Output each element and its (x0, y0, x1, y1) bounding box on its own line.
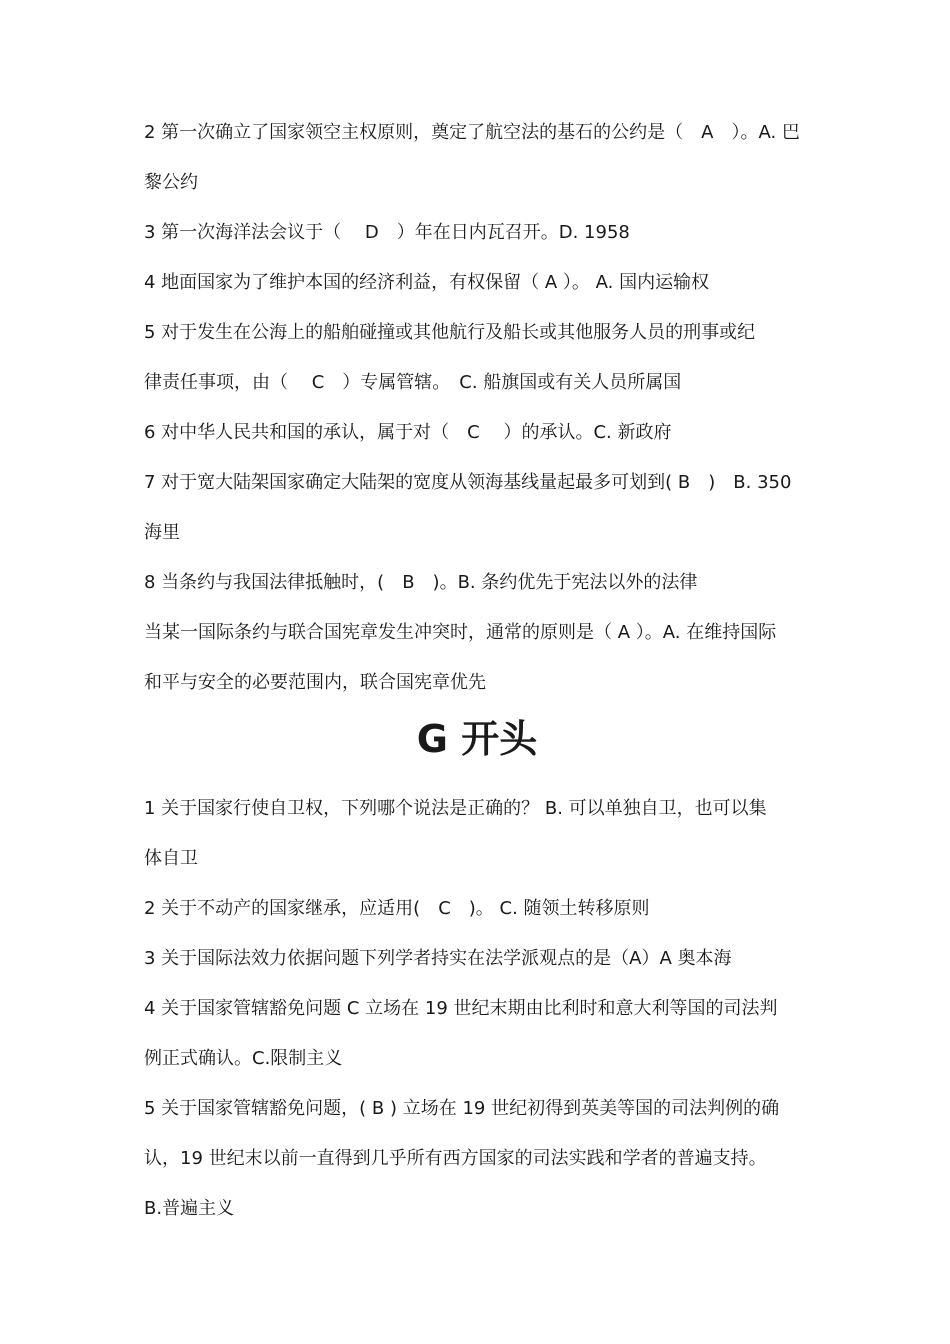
text-line: 7 对于宽大陆架国家确定大陆架的宽度从领海基线量起最多可划到( B ) B. 350 (144, 472, 792, 493)
document-body (144, 108, 810, 1234)
text-line: 例正式确认。C.限制主义 (144, 1048, 343, 1069)
section-g-list (144, 784, 810, 1234)
text-line: 5 对于发生在公海上的船舶碰撞或其他航行及船长或其他服务人员的刑事或纪 (144, 322, 756, 343)
section-heading-g: G 开头 (416, 717, 538, 761)
text-line: 2 第一次确立了国家领空主权原则，奠定了航空法的基石的公约是（ A ）。A. 巴 (144, 122, 800, 143)
text-line: 黎公约 (144, 172, 198, 193)
text-line: B.普遍主义 (144, 1198, 235, 1219)
text-line: 体自卫 (144, 848, 198, 869)
text-line: 和平与安全的必要范围内，联合国宪章优先 (144, 672, 486, 693)
text-line: 6 对中华人民共和国的承认，属于对（ C ）的承认。C. 新政府 (144, 422, 672, 443)
text-line: 3 关于国际法效力依据问题下列学者持实在法学派观点的是（A）A 奥本海 (144, 948, 732, 969)
section-f-list (144, 108, 810, 708)
text-line: 4 关于国家管辖豁免问题 C 立场在 19 世纪末期由比利时和意大利等国的司法判 (144, 998, 778, 1019)
text-line: 认，19 世纪末以前一直得到几乎所有西方国家的司法实践和学者的普遍支持。 (144, 1148, 767, 1169)
text-line: 律责任事项，由（ C ）专属管辖。 C. 船旗国或有关人员所属国 (144, 372, 682, 393)
text-line: 3 第一次海洋法会议于（ D ）年在日内瓦召开。D. 1958 (144, 222, 630, 243)
text-line: 当某一国际条约与联合国宪章发生冲突时，通常的原则是（ A ）。A. 在维持国际 (144, 622, 777, 643)
text-line: 8 当条约与我国法律抵触时，( B )。B. 条约优先于宪法以外的法律 (144, 572, 698, 593)
text-line: 海里 (144, 522, 180, 543)
text-line: 4 地面国家为了维护本国的经济利益，有权保留（ A ）。 A. 国内运输权 (144, 272, 710, 293)
text-line: 2 关于不动产的国家继承，应适用( C )。 C. 随领土转移原则 (144, 898, 650, 919)
text-line: 1 关于国家行使自卫权，下列哪个说法是正确的？ B. 可以单独自卫，也可以集 (144, 798, 767, 819)
text-line: 5 关于国家管辖豁免问题，( B ) 立场在 19 世纪初得到英美等国的司法判例的确 (144, 1098, 780, 1119)
